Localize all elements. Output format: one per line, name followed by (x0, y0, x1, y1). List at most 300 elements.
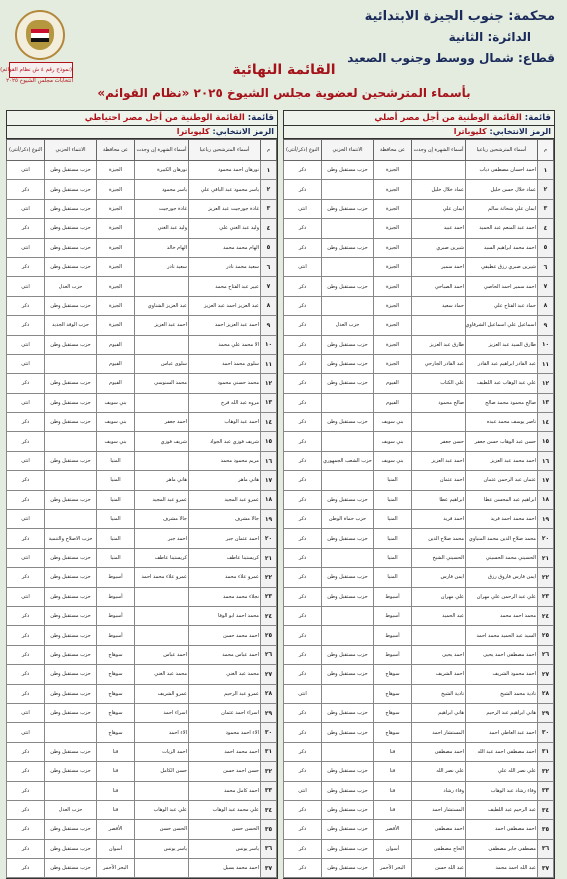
cell-nickname: حماد سعيد (412, 296, 466, 315)
cell-party: حزب مستقبل وطن (322, 568, 374, 587)
cell-nickname: ايمن فارس (412, 568, 466, 587)
cell-candidate-name: ابراهيم عبد المحسن عطا (466, 490, 538, 509)
cell-gender: ذكر (284, 645, 322, 664)
cell-nickname (135, 781, 189, 800)
cell-governorate: الجيزة (97, 219, 135, 238)
cell-number: ١٥ (261, 432, 277, 451)
cell-party: حزب مستقبل وطن (45, 257, 97, 276)
cell-nickname: احمد عبد العزيز (412, 451, 466, 470)
cell-candidate-name: محمد احمد ابو الوفا (189, 606, 261, 625)
cell-number: ٣١ (538, 742, 554, 761)
table-row (284, 393, 554, 412)
cell-candidate-name: محمد صلاح الدين محمد المنياوي (466, 529, 538, 548)
cell-candidate-name: شريف فوزي عبد الجواد (189, 432, 261, 451)
cell-nickname: المستشار احمد (412, 723, 466, 742)
column-header-row (284, 140, 554, 161)
cell-party: حزب مستقبل وطن (322, 238, 374, 257)
cell-gender: انثى (7, 510, 45, 529)
cell-candidate-name: احمد كامل محمد (189, 781, 261, 800)
cell-nickname: الحسن حسن (135, 820, 189, 839)
cell-party: حزب مستقبل وطن (45, 199, 97, 218)
cell-governorate: بني سويف (374, 413, 412, 432)
cell-nickname: شيرين صبري (412, 238, 466, 257)
cell-candidate-name: احمد عبد العاطي احمد (466, 723, 538, 742)
cell-party: حزب مستقبل وطن (45, 665, 97, 684)
cell-candidate-name: عبد القادر ابراهيم عبد القادر (466, 354, 538, 373)
cell-candidate-name: غادة جورجيت عبد العزيز (189, 199, 261, 218)
cell-nickname: احمد عبد العزيز (135, 316, 189, 335)
reserve-list-table (6, 110, 278, 879)
cell-number: ٢٧ (261, 665, 277, 684)
cell-gender: ذكر (284, 354, 322, 373)
election-commission-logo (15, 10, 65, 60)
cell-party (322, 471, 374, 490)
table-row (7, 529, 277, 548)
table-row (7, 587, 277, 606)
cell-party: حزب مستقبل وطن (322, 859, 374, 878)
cell-number: ٢٢ (538, 568, 554, 587)
cell-governorate: قنا (97, 781, 135, 800)
cell-number: ١٣ (538, 393, 554, 412)
cell-number: ٣٠ (538, 723, 554, 742)
cell-gender: ذكر (7, 180, 45, 199)
cell-candidate-name: عماد خلال حسن خليل (466, 180, 538, 199)
table-row (7, 762, 277, 781)
cell-number: ٢٠ (261, 529, 277, 548)
cell-nickname: طارق عبد العزيز (412, 335, 466, 354)
cell-nickname: كريستينا عاطف (135, 548, 189, 567)
cell-candidate-name: عمرو عبد المجيد (189, 490, 261, 509)
cell-gender: ذكر (7, 606, 45, 625)
cell-governorate: سوهاج (97, 723, 135, 742)
table-row (284, 781, 554, 800)
cell-number: ٣٦ (261, 839, 277, 858)
table-row (284, 665, 554, 684)
table-row (284, 742, 554, 761)
cell-candidate-name: هاني ابراهيم عبد الرحيم (466, 703, 538, 722)
cell-governorate: الجيزة (97, 277, 135, 296)
cell-party: حزب مستقبل وطن (322, 529, 374, 548)
cell-party: حزب العدل (45, 800, 97, 819)
col-party: الانتماء الحزبي (322, 140, 374, 161)
cell-candidate-name: احمد عبد المنعم عبد الحميد (466, 219, 538, 238)
cell-gender: ذكر (284, 587, 322, 606)
cell-candidate-name: احمد محمد ابراهيم السيد (466, 238, 538, 257)
cell-gender: ذكر (7, 626, 45, 645)
cell-party (322, 742, 374, 761)
cell-gender: ذكر (7, 490, 45, 509)
cell-party (322, 626, 374, 645)
cell-number: ١٢ (261, 374, 277, 393)
cell-party: حزب مستقبل وطن (322, 587, 374, 606)
cell-party: حزب مستقبل وطن (322, 839, 374, 858)
cell-governorate: أسيوط (97, 606, 135, 625)
cell-nickname: احمد جبر (135, 529, 189, 548)
cell-party: حزب العدل (322, 316, 374, 335)
cell-gender: ذكر (284, 548, 322, 567)
cell-gender: ذكر (7, 316, 45, 335)
election-label: انتخابات مجلس الشيوخ ٢٠٢٥ (6, 78, 73, 84)
cell-number: ١٧ (261, 471, 277, 490)
cell-number: ١٦ (261, 451, 277, 470)
table-row (7, 316, 277, 335)
cell-gender: ذكر (7, 665, 45, 684)
cell-gender: ذكر (7, 859, 45, 878)
table-row (284, 587, 554, 606)
table-row (284, 820, 554, 839)
cell-nickname (412, 413, 466, 432)
cell-candidate-name: الهام محمد محمد (189, 238, 261, 257)
cell-gender: انثى (284, 684, 322, 703)
cell-party (322, 684, 374, 703)
cell-nickname: احمد سمير (412, 257, 466, 276)
cell-gender: ذكر (7, 820, 45, 839)
table-row (7, 393, 277, 412)
cell-party: حزب الشعب الجمهوري (322, 451, 374, 470)
cell-governorate: الجيزة (374, 199, 412, 218)
col-name: أسماء المترشحين رباعيا (189, 140, 261, 161)
cell-gender: ذكر (284, 703, 322, 722)
cell-party: حزب مستقبل وطن (45, 335, 97, 354)
cell-gender: ذكر (7, 374, 45, 393)
cell-governorate: الجيزة (97, 296, 135, 315)
cell-party: حزب مستقبل وطن (45, 451, 97, 470)
cell-governorate: سوهاج (374, 723, 412, 742)
col-nickname: أسماء الشهرة إن وجدت (412, 140, 466, 161)
cell-candidate-name: ناصر يوسف محمد عبده (466, 413, 538, 432)
cell-number: ٣١ (261, 742, 277, 761)
cell-number: ٣٢ (261, 762, 277, 781)
cell-governorate: الجيزة (374, 238, 412, 257)
cell-gender: ذكر (7, 762, 45, 781)
table-row (284, 161, 554, 180)
cell-party (322, 606, 374, 625)
cell-candidate-name: الاء احمد محمود (189, 723, 261, 742)
cell-nickname: احمد عبيد (412, 219, 466, 238)
cell-number: ٤ (538, 219, 554, 238)
cell-governorate: المنيا (374, 548, 412, 567)
cell-candidate-name: حماد عبد الفتاح علي (466, 296, 538, 315)
cell-candidate-name: عبد الرحيم عبد اللطيف (466, 800, 538, 819)
cell-nickname (412, 161, 466, 180)
cell-number: ٢٧ (538, 665, 554, 684)
cell-nickname: وفاء رشاد (412, 781, 466, 800)
cell-gender: ذكر (284, 529, 322, 548)
cell-gender: انثى (7, 548, 45, 567)
cell-gender: ذكر (284, 238, 322, 257)
cell-nickname: وليد عبد الغني (135, 219, 189, 238)
cell-governorate: المنيا (374, 471, 412, 490)
sector-line: قطاع: شمال ووسط وجنوب الصعيد (347, 51, 555, 65)
cell-party (45, 781, 97, 800)
cell-party: حزب مستقبل وطن (45, 161, 97, 180)
cell-nickname (135, 859, 189, 878)
cell-number: ٢٤ (261, 606, 277, 625)
cell-governorate: الأقصر (374, 820, 412, 839)
cell-number: ٣٠ (261, 723, 277, 742)
cell-nickname: محمد عبد الغني (135, 665, 189, 684)
table-row (284, 684, 554, 703)
cell-number: ٢١ (538, 548, 554, 567)
cell-gender: ذكر (7, 645, 45, 664)
cell-candidate-name: الحسيني محمد الحسيني (466, 548, 538, 567)
cell-party: حزب مستقبل وطن (322, 762, 374, 781)
cell-nickname: ابراهيم عطا (412, 490, 466, 509)
cell-gender: ذكر (284, 820, 322, 839)
cell-governorate: المنيا (97, 548, 135, 567)
cell-candidate-name: كريستينا عاطف (189, 548, 261, 567)
cell-number: ٢٢ (261, 568, 277, 587)
cell-gender: انثى (7, 723, 45, 742)
primary-list-table (283, 110, 555, 879)
cell-number: ٣٧ (538, 859, 554, 878)
cell-gender: ذكر (284, 413, 322, 432)
cell-number: ٣٢ (538, 762, 554, 781)
cell-number: ١٤ (261, 413, 277, 432)
cell-nickname: احمد مصطفى (412, 820, 466, 839)
table-row (284, 316, 554, 335)
cell-nickname: علي مهران (412, 587, 466, 606)
cell-party (322, 219, 374, 238)
cell-gender: ذكر (7, 742, 45, 761)
cell-party: حزب مستقبل وطن (45, 568, 97, 587)
table-row (284, 490, 554, 509)
cell-gender: ذكر (7, 257, 45, 276)
cell-nickname (135, 587, 189, 606)
cell-number: ٣٥ (538, 820, 554, 839)
cell-number: ١ (538, 161, 554, 180)
cell-party: حزب مستقبل وطن (322, 335, 374, 354)
table-row (7, 742, 277, 761)
cell-number: ١٨ (261, 490, 277, 509)
cell-party: حزب مستقبل وطن (322, 781, 374, 800)
cell-party (322, 180, 374, 199)
cell-number: ٦ (261, 257, 277, 276)
cell-number: ٣ (538, 199, 554, 218)
cell-gender: ذكر (284, 471, 322, 490)
cell-nickname: غادة جورجيت (135, 199, 189, 218)
cell-governorate: بني سويف (97, 393, 135, 412)
cell-candidate-name: علي عبد الرحمن علي مهران (466, 587, 538, 606)
cell-candidate-name: احمد مصطفى احمد يحيى (466, 645, 538, 664)
cell-nickname: هاني ابراهيم (412, 703, 466, 722)
cell-party: حزب مستقبل وطن (45, 645, 97, 664)
cell-candidate-name: احمد محمد احمد فريد (466, 510, 538, 529)
cell-number: ٢٨ (538, 684, 554, 703)
col-gender: النوع (ذكر/أنثى) (284, 140, 322, 161)
cell-party: حزب العدل (45, 277, 97, 296)
cell-number: ٣٧ (261, 859, 277, 878)
cell-party: حزب مستقبل وطن (45, 626, 97, 645)
cell-governorate: بني سويف (97, 432, 135, 451)
table-row (7, 665, 277, 684)
table-row (7, 432, 277, 451)
cell-nickname: حسن جعفر (412, 432, 466, 451)
cell-nickname: ايمان علي (412, 199, 466, 218)
cell-nickname: احمد الشريف (412, 665, 466, 684)
cell-candidate-name: وفاء رشاد عبد الوهاب (466, 781, 538, 800)
table-row (284, 723, 554, 742)
cell-party: حزب مستقبل وطن (322, 277, 374, 296)
cell-gender: ذكر (284, 606, 322, 625)
cell-governorate: قنا (97, 742, 135, 761)
cell-nickname: احمد جعفر (135, 413, 189, 432)
cell-governorate: سوهاج (97, 665, 135, 684)
cell-number: ١٦ (538, 451, 554, 470)
cell-nickname: الحسيني الشيخ (412, 548, 466, 567)
cell-number: ١١ (538, 354, 554, 373)
cell-gender: ذكر (284, 277, 322, 296)
cell-party: حزب مستقبل وطن (45, 839, 97, 858)
cell-gender: ذكر (284, 839, 322, 858)
cell-number: ٧ (261, 277, 277, 296)
cell-nickname: احمد مصطفى (412, 742, 466, 761)
cell-governorate: أسيوط (374, 606, 412, 625)
cell-nickname (135, 393, 189, 412)
table-row (284, 238, 554, 257)
cell-nickname: ياسر محمود (135, 180, 189, 199)
table-row (7, 199, 277, 218)
table-row (284, 703, 554, 722)
cell-number: ٥ (538, 238, 554, 257)
cell-gender: ذكر (284, 335, 322, 354)
cell-party (322, 393, 374, 412)
cell-candidate-name: محمد عبد الغني (189, 665, 261, 684)
cell-nickname (135, 626, 189, 645)
cell-governorate: الفيوم (374, 393, 412, 412)
cell-candidate-name: سلوى محمد احمد (189, 354, 261, 373)
table-row (7, 161, 277, 180)
cell-gender: ذكر (284, 510, 322, 529)
cell-candidate-name: الحسن حسن (189, 820, 261, 839)
cell-party (322, 432, 374, 451)
cell-candidate-name: احمد محمد عبد العزيز (466, 451, 538, 470)
cell-gender: ذكر (284, 219, 322, 238)
cell-party (322, 548, 374, 567)
cell-party: حزب مستقبل وطن (322, 161, 374, 180)
cell-gender: ذكر (7, 839, 45, 858)
cell-party: حزب مستقبل وطن (45, 296, 97, 315)
cell-party: حزب مستقبل وطن (45, 742, 97, 761)
table-row (7, 219, 277, 238)
cell-governorate: سوهاج (97, 645, 135, 664)
cell-party (322, 296, 374, 315)
cell-governorate: الجيزة (97, 199, 135, 218)
cell-candidate-name: عثمان عبد الرحمن عثمان (466, 471, 538, 490)
cell-governorate: الجيزة (97, 180, 135, 199)
cell-candidate-name: احمد احسان مصطفى دياب (466, 161, 538, 180)
cell-candidate-name: احمد مصطفى احمد عبد الله (466, 742, 538, 761)
cell-gender: انثى (7, 354, 45, 373)
cell-candidate-name: وليد عبد الغني علي (189, 219, 261, 238)
cell-gender: ذكر (284, 296, 322, 315)
cell-gender: ذكر (284, 859, 322, 878)
table-row (7, 490, 277, 509)
cell-number: ١٠ (538, 335, 554, 354)
cell-party (45, 354, 97, 373)
table-row (284, 451, 554, 470)
cell-governorate: المنيا (97, 471, 135, 490)
cell-gender: ذكر (284, 762, 322, 781)
court-line: محكمة: جنوب الجيزة الابتدائية (364, 9, 555, 24)
table-row (284, 354, 554, 373)
cell-candidate-name: محمد احمد محمد (466, 606, 538, 625)
cell-number: ١٥ (538, 432, 554, 451)
col-nickname: أسماء الشهرة إن وجدت (135, 140, 189, 161)
cell-number: ٧ (538, 277, 554, 296)
cell-candidate-name: السيد عبد الحميد محمد احمد (466, 626, 538, 645)
cell-governorate: المنيا (374, 510, 412, 529)
cell-gender: انثى (284, 781, 322, 800)
cell-number: ٢٤ (538, 606, 554, 625)
cell-number: ٢٥ (538, 626, 554, 645)
table-row (284, 413, 554, 432)
cell-number: ٢٩ (261, 703, 277, 722)
cell-gender: انثى (7, 703, 45, 722)
cell-number: ٢٨ (261, 684, 277, 703)
cell-candidate-name: صالح محمود محمد صالح (466, 393, 538, 412)
table-row (7, 781, 277, 800)
cell-gender: ذكر (7, 800, 45, 819)
cell-gender: ذكر (284, 800, 322, 819)
col-number: م (538, 140, 554, 161)
column-header-row (7, 140, 277, 161)
cell-number: ٥ (261, 238, 277, 257)
cell-number: ٢١ (261, 548, 277, 567)
table-row (7, 645, 277, 664)
document-header (215, 6, 555, 69)
cell-party: حزب مستقبل وطن (322, 820, 374, 839)
page-subtitle: بأسماء المترشحين لعضوية مجلس الشيوخ ٢٠٢٥ «نظام القوائم» (97, 86, 471, 100)
cell-candidate-name: احمد محمد احمد (189, 742, 261, 761)
col-governorate: عن محافظة (374, 140, 412, 161)
cell-party: حزب مستقبل وطن (45, 859, 97, 878)
cell-candidate-name: عبد العزيز احمد عبد العزيز (189, 296, 261, 315)
cell-nickname: عمرو الشريف (135, 684, 189, 703)
cell-nickname: احمد يحيى (412, 645, 466, 664)
cell-gender: ذكر (284, 180, 322, 199)
cell-nickname: الحاج مصطفى (412, 839, 466, 858)
cell-candidate-name: عمرو عبد الرحيم (189, 684, 261, 703)
cell-governorate: قنا (97, 800, 135, 819)
cell-party: حزب مستقبل وطن (45, 820, 97, 839)
cell-nickname: احمد عثمان (412, 471, 466, 490)
cell-party: حزب مستقبل وطن (45, 762, 97, 781)
table-row (7, 510, 277, 529)
cell-candidate-name: حسن احمد حسن (189, 762, 261, 781)
circuit-line: الدائرة: الثانية (448, 30, 531, 44)
cell-gender: ذكر (284, 742, 322, 761)
cell-gender: ذكر (284, 316, 322, 335)
cell-candidate-name: احمد سمير احمد الحاصي (466, 277, 538, 296)
table-row (284, 800, 554, 819)
cell-governorate: الجيزة (97, 257, 135, 276)
cell-party: حزب مستقبل وطن (322, 199, 374, 218)
cell-governorate: الفيوم (374, 374, 412, 393)
cell-governorate: المنيا (374, 490, 412, 509)
table-row (7, 800, 277, 819)
cell-nickname (135, 277, 189, 296)
cell-party: حزب مستقبل وطن (45, 490, 97, 509)
cell-party: حزب مستقبل وطن (45, 587, 97, 606)
cell-number: ٢٣ (261, 587, 277, 606)
table-row (7, 296, 277, 315)
cell-gender: انثى (7, 199, 45, 218)
cell-number: ٢ (261, 180, 277, 199)
cell-party: حزب مستقبل وطن (45, 413, 97, 432)
cell-nickname: عبد القادر الجارحي (412, 354, 466, 373)
cell-gender: ذكر (7, 296, 45, 315)
